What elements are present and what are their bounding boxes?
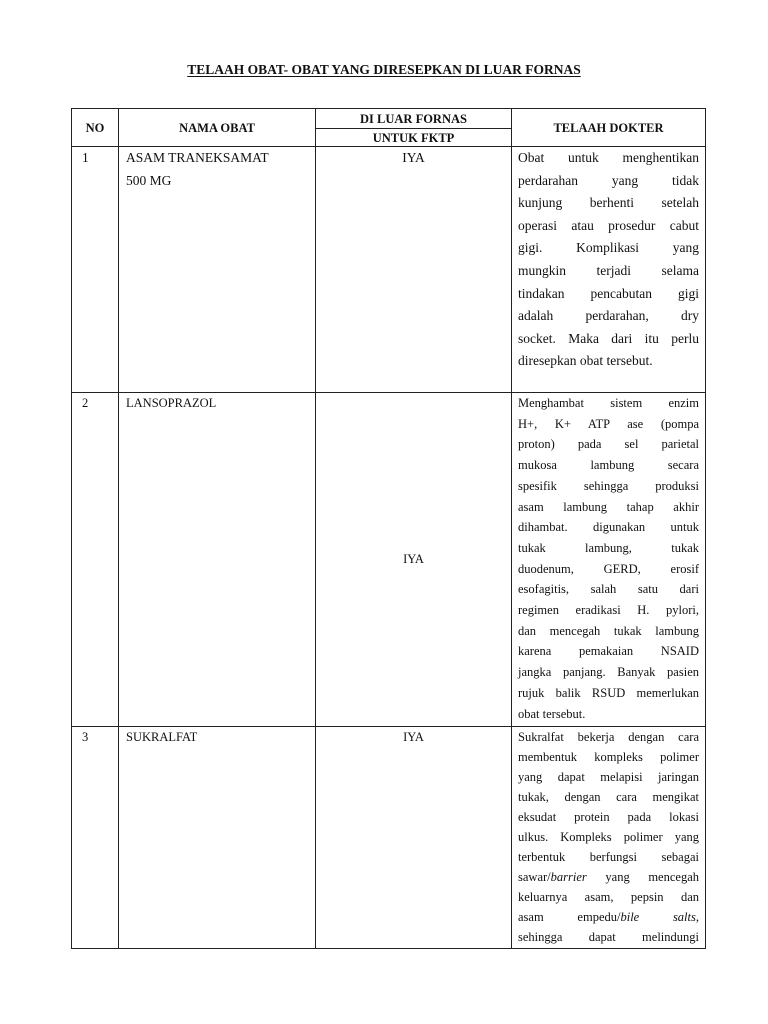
table-row (72, 147, 706, 393)
review-line: jangka panjang. Banyak pasien (518, 665, 699, 680)
review-line: tukak lambung, tukak (518, 540, 699, 555)
cell-doctor-review (512, 393, 706, 727)
cell-doctor-review (512, 727, 706, 949)
cell-doctor-review (512, 147, 706, 393)
table-row (72, 393, 706, 727)
review-line: tukak, dengan cara mengikat (518, 790, 699, 804)
table-header (72, 109, 706, 147)
review-line: operasi atau prosedur cabut (518, 217, 699, 233)
header-outside-fornas-line1: DI LUAR FORNAS (316, 109, 511, 129)
review-line: membentuk kompleks polimer (518, 750, 699, 764)
review-line: sehingga dapat melindungi (518, 930, 699, 944)
review-line: rujuk balik RSUD memerlukan (518, 685, 699, 700)
header-outside-fornas (316, 109, 512, 147)
review-line: asam lambung tahap akhir (518, 499, 699, 514)
table-header-row (72, 109, 706, 147)
cell-no (72, 147, 119, 393)
review-line (518, 867, 699, 887)
page-title: TELAAH OBAT- OBAT YANG DIRESEPKAN DI LUAR FORNAS (187, 62, 581, 77)
review-line: mukosa lambung secara (518, 458, 699, 473)
header-outside-fornas-line2: UNTUK FKTP (372, 131, 455, 145)
review-line: kunjung berhenti setelah (518, 195, 699, 211)
outside-fornas-value: IYA (402, 150, 425, 165)
review-text-part: bile salts (620, 910, 696, 924)
review-line: H+, K+ ATP ase (pompa (518, 416, 699, 431)
review-text-part: barrier (550, 870, 587, 884)
outside-fornas-value: IYA (403, 552, 424, 567)
cell-outside-fornas (316, 147, 512, 393)
row-number: 1 (82, 150, 89, 165)
review-line: Menghambat sistem enzim (518, 396, 699, 410)
cell-no (72, 393, 119, 727)
cell-no (72, 727, 119, 949)
review-line: Sukralfat bekerja dengan cara (518, 730, 699, 744)
review-line: perdarahan yang tidak (518, 172, 699, 188)
cell-outside-fornas (316, 393, 512, 727)
review-line: dan mencegah tukak lambung (518, 623, 699, 638)
review-line: duodenum, GERD, erosif (518, 561, 699, 576)
cell-outside-fornas (316, 727, 512, 949)
review-line: mungkin terjadi selama (518, 262, 699, 278)
header-drug-name: NAMA OBAT (119, 109, 316, 147)
review-line: yang dapat melapisi jaringan (518, 770, 699, 784)
review-line: gigi. Komplikasi yang (518, 240, 699, 256)
review-line: Obat untuk menghentikan (518, 150, 699, 165)
cell-drug-name (119, 393, 316, 727)
review-line: adalah perdarahan, dry (518, 308, 699, 324)
outside-fornas-value: IYA (403, 730, 424, 744)
review-line (518, 907, 699, 927)
review-text-part: yang mencegah (586, 870, 699, 884)
review-line: obat tersebut. (518, 706, 586, 721)
review-line: esofagitis, salah satu dari (518, 582, 699, 597)
review-line: regimen eradikasi H. pylori, (518, 603, 699, 618)
review-text-part: sawar/ (518, 870, 551, 884)
drug-name-line: LANSOPRAZOL (126, 396, 217, 410)
review-line: tindakan pencabutan gigi (518, 285, 699, 301)
review-line: socket. Maka dari itu perlu (518, 330, 699, 346)
drug-name-line: SUKRALFAT (126, 730, 198, 744)
review-line: keluarnya asam, pepsin dan (518, 890, 699, 904)
table-body (72, 147, 706, 949)
cell-drug-name (119, 727, 316, 949)
review-line: ulkus. Kompleks polimer yang (518, 830, 699, 844)
review-text-part: , (695, 910, 699, 924)
review-line: terbentuk berfungsi sebagai (518, 850, 699, 864)
review-line: proton) pada sel parietal (518, 437, 699, 452)
header-no: NO (72, 109, 119, 147)
review-line: karena pemakaian NSAID (518, 644, 699, 659)
header-doctor-review: TELAAH DOKTER (512, 109, 706, 147)
review-line: diresepkan obat tersebut. (518, 353, 653, 369)
review-line: eksudat protein pada lokasi (518, 810, 699, 824)
drug-name-line: 500 MG (126, 172, 172, 188)
row-number: 3 (82, 730, 89, 744)
cell-drug-name (119, 147, 316, 393)
table-row (72, 727, 706, 949)
review-text-part: asam empedu/ (518, 910, 621, 924)
drug-name-line: ASAM TRANEKSAMAT (126, 150, 269, 165)
row-number: 2 (82, 396, 89, 410)
review-line: dihambat. digunakan untuk (518, 520, 699, 535)
drug-review-table (71, 108, 706, 949)
review-line: spesifik sehingga produksi (518, 478, 699, 493)
